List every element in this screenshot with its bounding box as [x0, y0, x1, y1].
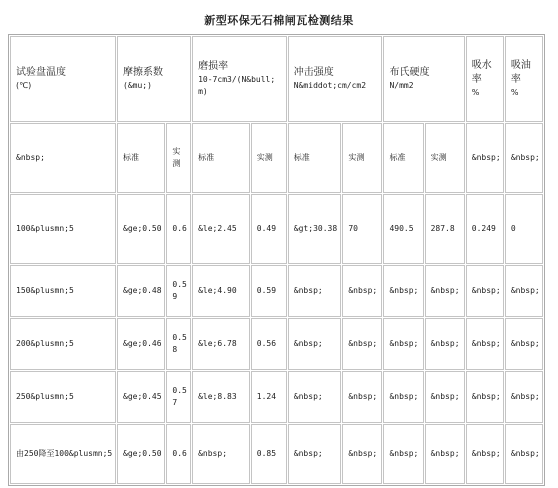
subheader-row: [10, 123, 543, 193]
cell-impact-act: 70: [342, 194, 382, 264]
cell-water: &nbsp;: [466, 265, 504, 317]
page-title: 新型环保无石棉闸瓦检测结果: [204, 14, 354, 27]
cell-impact-act: &nbsp;: [342, 371, 382, 423]
cell-hardness-act: &nbsp;: [425, 265, 465, 317]
cell-temp: 由250降至100&plusmn;5: [10, 424, 116, 484]
cell-oil: &nbsp;: [505, 265, 543, 317]
subheader-std: 标准: [192, 123, 250, 193]
results-table: [8, 34, 545, 486]
table-row: [10, 318, 543, 370]
cell-hardness-std: &nbsp;: [383, 318, 423, 370]
subheader-act: 实测: [166, 123, 191, 193]
cell-hardness-std: &nbsp;: [383, 265, 423, 317]
cell-mu-act: 0.57: [166, 371, 191, 423]
cell-oil: &nbsp;: [505, 371, 543, 423]
table-row: [10, 371, 543, 423]
cell-impact-std: &nbsp;: [288, 318, 342, 370]
cell-mu-std: &ge;0.46: [117, 318, 165, 370]
cell-impact-std: &nbsp;: [288, 424, 342, 484]
cell-impact-act: &nbsp;: [342, 265, 382, 317]
cell-wear-act: 1.24: [251, 371, 287, 423]
cell-wear-std: &le;6.78: [192, 318, 250, 370]
cell-hardness-act: &nbsp;: [425, 371, 465, 423]
cell-mu-act: 0.6: [166, 424, 191, 484]
header-friction: 摩擦系数 (&mu;): [117, 36, 191, 122]
table-row: [10, 265, 543, 317]
cell-mu-std: &ge;0.50: [117, 424, 165, 484]
cell-water: 0.249: [466, 194, 504, 264]
cell-impact-std: &nbsp;: [288, 371, 342, 423]
cell-mu-act: 0.6: [166, 194, 191, 264]
cell-hardness-act: &nbsp;: [425, 424, 465, 484]
subheader-oil: &nbsp;: [505, 123, 543, 193]
table-row: [10, 194, 543, 264]
subheader-temp: &nbsp;: [10, 123, 116, 193]
cell-oil: &nbsp;: [505, 318, 543, 370]
cell-mu-std: &ge;0.48: [117, 265, 165, 317]
cell-impact-std: &gt;30.38: [288, 194, 342, 264]
cell-mu-act: 0.59: [166, 265, 191, 317]
header-temperature: 试验盘温度 (℃): [10, 36, 116, 122]
cell-water: &nbsp;: [466, 424, 504, 484]
subheader-act: 实测: [425, 123, 465, 193]
table-row: [10, 424, 543, 484]
header-oil-absorption: 吸油率 %: [505, 36, 543, 122]
cell-wear-std: &le;8.83: [192, 371, 250, 423]
subheader-water: &nbsp;: [466, 123, 504, 193]
subheader-act: 实测: [251, 123, 287, 193]
cell-impact-act: &nbsp;: [342, 424, 382, 484]
cell-water: &nbsp;: [466, 318, 504, 370]
subheader-act: 实测: [342, 123, 382, 193]
cell-wear-act: 0.49: [251, 194, 287, 264]
subheader-std: 标准: [288, 123, 342, 193]
cell-temp: 150&plusmn;5: [10, 265, 116, 317]
subheader-std: 标准: [383, 123, 423, 193]
cell-hardness-act: 287.8: [425, 194, 465, 264]
header-water-absorption: 吸水率 %: [466, 36, 504, 122]
cell-wear-act: 0.56: [251, 318, 287, 370]
cell-wear-act: 0.59: [251, 265, 287, 317]
cell-hardness-std: &nbsp;: [383, 424, 423, 484]
cell-mu-std: &ge;0.50: [117, 194, 165, 264]
header-row: [10, 36, 543, 122]
cell-wear-std: &le;4.90: [192, 265, 250, 317]
cell-impact-std: &nbsp;: [288, 265, 342, 317]
header-impact: 冲击强度 N&middot;cm/cm2: [288, 36, 383, 122]
cell-hardness-act: &nbsp;: [425, 318, 465, 370]
cell-wear-act: 0.85: [251, 424, 287, 484]
cell-wear-std: &nbsp;: [192, 424, 250, 484]
cell-wear-std: &le;2.45: [192, 194, 250, 264]
cell-impact-act: &nbsp;: [342, 318, 382, 370]
header-wear: 磨损率 10-7cm3/(N&bull;m): [192, 36, 287, 122]
cell-water: &nbsp;: [466, 371, 504, 423]
header-hardness: 布氏硬度 N/mm2: [383, 36, 464, 122]
cell-mu-act: 0.58: [166, 318, 191, 370]
cell-hardness-std: &nbsp;: [383, 371, 423, 423]
cell-hardness-std: 490.5: [383, 194, 423, 264]
cell-oil: 0: [505, 194, 543, 264]
cell-temp: 200&plusmn;5: [10, 318, 116, 370]
cell-temp: 250&plusmn;5: [10, 371, 116, 423]
cell-temp: 100&plusmn;5: [10, 194, 116, 264]
cell-oil: &nbsp;: [505, 424, 543, 484]
cell-mu-std: &ge;0.45: [117, 371, 165, 423]
subheader-std: 标准: [117, 123, 165, 193]
